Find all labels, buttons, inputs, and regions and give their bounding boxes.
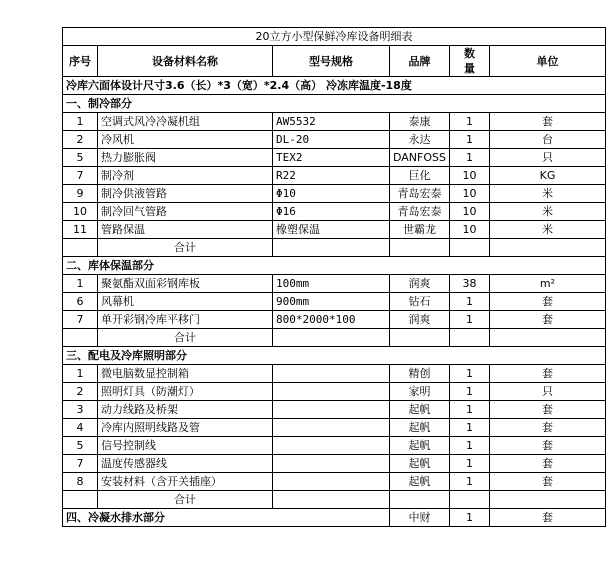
row-qty: 1 — [449, 509, 489, 527]
row-model: R22 — [273, 167, 390, 185]
row-model — [273, 401, 390, 419]
row-model: Φ16 — [273, 203, 390, 221]
subtotal-blank — [390, 329, 450, 347]
header-brand: 品牌 — [390, 46, 450, 77]
subtotal-blank — [63, 239, 98, 257]
row-no: 3 — [63, 401, 98, 419]
row-qty: 10 — [449, 203, 489, 221]
header-name: 设备材料名称 — [98, 46, 273, 77]
subtotal-blank — [390, 239, 450, 257]
row-brand: 青岛宏泰 — [390, 185, 450, 203]
row-unit: 台 — [489, 131, 605, 149]
section-title: 三、配电及冷库照明部分 — [63, 347, 606, 365]
section-row — [63, 95, 606, 113]
section-title: 二、库体保温部分 — [63, 257, 606, 275]
section-row — [63, 509, 606, 527]
subtotal-blank — [273, 491, 390, 509]
row-brand: 润爽 — [390, 311, 450, 329]
table-row — [63, 221, 606, 239]
section-title: 一、制冷部分 — [63, 95, 606, 113]
row-name: 信号控制线 — [98, 437, 273, 455]
row-no: 2 — [63, 383, 98, 401]
table-row — [63, 437, 606, 455]
subtotal-blank — [449, 491, 489, 509]
row-unit: 米 — [489, 221, 605, 239]
row-unit: 套 — [489, 293, 605, 311]
row-brand: 润爽 — [390, 275, 450, 293]
table-row — [63, 311, 606, 329]
row-qty: 1 — [449, 401, 489, 419]
header-no: 序号 — [63, 46, 98, 77]
row-no: 2 — [63, 131, 98, 149]
header-qty-line2: 量 — [463, 62, 475, 75]
table-row — [63, 275, 606, 293]
row-no: 4 — [63, 419, 98, 437]
row-qty: 10 — [449, 185, 489, 203]
row-brand: 巨化 — [390, 167, 450, 185]
row-name: 制冷剂 — [98, 167, 273, 185]
table-row — [63, 419, 606, 437]
row-model: TEX2 — [273, 149, 390, 167]
row-qty: 1 — [449, 455, 489, 473]
row-model — [273, 419, 390, 437]
row-name: 照明灯具（防潮灯） — [98, 383, 273, 401]
table-row — [63, 113, 606, 131]
subtotal-blank — [63, 329, 98, 347]
section-row — [63, 257, 606, 275]
row-unit: 米 — [489, 185, 605, 203]
row-unit: 套 — [489, 437, 605, 455]
row-name: 制冷供液管路 — [98, 185, 273, 203]
row-no: 6 — [63, 293, 98, 311]
row-name: 空调式风冷冷凝机组 — [98, 113, 273, 131]
design-spec: 冷库六面体设计尺寸3.6（长）*3（宽）*2.4（高） 冷冻库温度-18度 — [63, 77, 606, 95]
row-no: 9 — [63, 185, 98, 203]
table-row — [63, 167, 606, 185]
row-model: 100mm — [273, 275, 390, 293]
row-unit: 套 — [489, 455, 605, 473]
row-no: 1 — [63, 365, 98, 383]
subtotal-blank — [390, 491, 450, 509]
subtotal-blank — [449, 329, 489, 347]
row-unit: 只 — [489, 149, 605, 167]
row-qty: 38 — [449, 275, 489, 293]
row-name: 冷库内照明线路及管 — [98, 419, 273, 437]
row-name: 动力线路及桥架 — [98, 401, 273, 419]
row-unit: 米 — [489, 203, 605, 221]
subtotal-blank — [449, 239, 489, 257]
row-model — [273, 365, 390, 383]
row-qty: 1 — [449, 419, 489, 437]
row-brand: 起帆 — [390, 455, 450, 473]
row-no: 8 — [63, 473, 98, 491]
table-row — [63, 401, 606, 419]
row-no: 7 — [63, 455, 98, 473]
section-title: 四、冷凝水排水部分 — [63, 509, 390, 527]
row-qty: 1 — [449, 437, 489, 455]
row-name: 风幕机 — [98, 293, 273, 311]
table-row — [63, 455, 606, 473]
table-row — [63, 293, 606, 311]
subtotal-row — [63, 491, 606, 509]
row-unit: KG — [489, 167, 605, 185]
subtotal-row — [63, 239, 606, 257]
section-row — [63, 347, 606, 365]
table-row — [63, 149, 606, 167]
row-qty: 1 — [449, 383, 489, 401]
row-name: 安装材料（含开关插座） — [98, 473, 273, 491]
subtotal-row — [63, 329, 606, 347]
subtotal-label: 合计 — [98, 239, 273, 257]
row-unit: 套 — [489, 473, 605, 491]
header-unit: 单位 — [489, 46, 605, 77]
row-qty: 1 — [449, 365, 489, 383]
subtotal-blank — [273, 239, 390, 257]
row-name: 温度传感器线 — [98, 455, 273, 473]
table-row — [63, 383, 606, 401]
row-brand: 青岛宏泰 — [390, 203, 450, 221]
row-model: DL-20 — [273, 131, 390, 149]
row-model: 900mm — [273, 293, 390, 311]
row-unit: 套 — [489, 401, 605, 419]
row-qty: 10 — [449, 167, 489, 185]
row-name: 微电脑数显控制箱 — [98, 365, 273, 383]
row-qty: 1 — [449, 131, 489, 149]
header-model: 型号规格 — [273, 46, 390, 77]
equipment-table — [62, 27, 606, 527]
subtotal-blank — [489, 329, 605, 347]
subtotal-blank — [489, 491, 605, 509]
header-qty — [449, 46, 489, 77]
row-no: 1 — [63, 113, 98, 131]
row-no: 7 — [63, 167, 98, 185]
row-qty: 1 — [449, 149, 489, 167]
table-row — [63, 473, 606, 491]
subtotal-blank — [63, 491, 98, 509]
subtotal-label: 合计 — [98, 329, 273, 347]
row-model: AW5532 — [273, 113, 390, 131]
row-name: 热力膨胀阀 — [98, 149, 273, 167]
row-brand: 永达 — [390, 131, 450, 149]
row-qty: 1 — [449, 113, 489, 131]
row-no: 5 — [63, 437, 98, 455]
row-no: 5 — [63, 149, 98, 167]
row-model: 橡塑保温 — [273, 221, 390, 239]
row-unit: 只 — [489, 383, 605, 401]
table-row — [63, 185, 606, 203]
row-qty: 10 — [449, 221, 489, 239]
row-qty: 1 — [449, 293, 489, 311]
row-unit: 套 — [489, 365, 605, 383]
row-brand: 起帆 — [390, 437, 450, 455]
row-brand: 精创 — [390, 365, 450, 383]
row-unit: 套 — [489, 509, 605, 527]
subtotal-blank — [489, 239, 605, 257]
row-model — [273, 473, 390, 491]
row-no: 7 — [63, 311, 98, 329]
row-brand: DANFOSS — [390, 149, 450, 167]
row-no: 11 — [63, 221, 98, 239]
row-model: Φ10 — [273, 185, 390, 203]
table-row — [63, 131, 606, 149]
row-brand: 世霸龙 — [390, 221, 450, 239]
row-unit: 套 — [489, 311, 605, 329]
subtotal-label: 合计 — [98, 491, 273, 509]
subtotal-blank — [273, 329, 390, 347]
row-brand: 起帆 — [390, 419, 450, 437]
row-brand: 泰康 — [390, 113, 450, 131]
row-name: 聚氨酯双面彩钢库板 — [98, 275, 273, 293]
row-name: 管路保温 — [98, 221, 273, 239]
row-qty: 1 — [449, 473, 489, 491]
row-model — [273, 455, 390, 473]
row-brand: 起帆 — [390, 401, 450, 419]
row-unit: m² — [489, 275, 605, 293]
table-title: 20立方小型保鲜冷库设备明细表 — [63, 28, 606, 46]
row-brand: 中财 — [390, 509, 450, 527]
row-name: 制冷回气管路 — [98, 203, 273, 221]
row-no: 10 — [63, 203, 98, 221]
row-brand: 起帆 — [390, 473, 450, 491]
row-unit: 套 — [489, 113, 605, 131]
row-brand: 钻石 — [390, 293, 450, 311]
table-row — [63, 365, 606, 383]
header-qty-line1: 数 — [463, 47, 475, 60]
row-no: 1 — [63, 275, 98, 293]
row-brand: 家明 — [390, 383, 450, 401]
row-name: 冷风机 — [98, 131, 273, 149]
row-unit: 套 — [489, 419, 605, 437]
row-name: 单开彩钢冷库平移门 — [98, 311, 273, 329]
table-row — [63, 203, 606, 221]
row-qty: 1 — [449, 311, 489, 329]
row-model — [273, 383, 390, 401]
row-model — [273, 437, 390, 455]
row-model: 800*2000*100 — [273, 311, 390, 329]
